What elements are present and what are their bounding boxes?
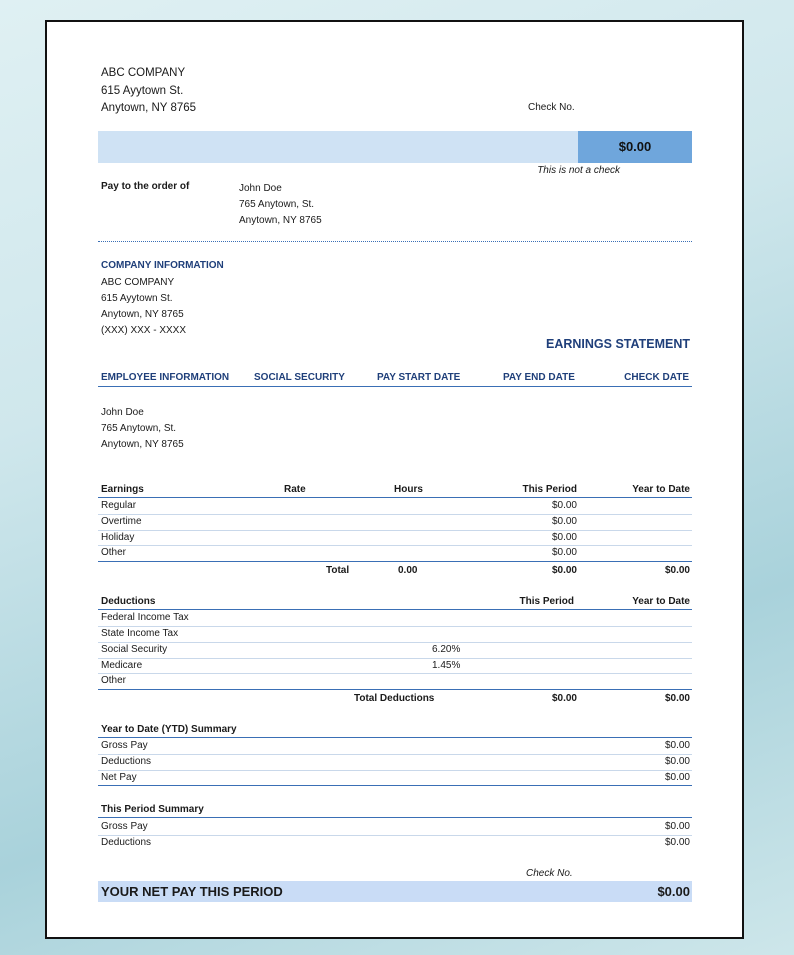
deductions-col-this-period: This Period (519, 596, 574, 607)
header-pay-end-date: PAY END DATE (503, 372, 575, 383)
payee-city: Anytown, NY 8765 (239, 215, 322, 226)
row-rate: 6.20% (432, 644, 461, 655)
earnings-header-line (98, 497, 692, 498)
employee-street: 765 Anytown, St. (101, 423, 177, 434)
table-row (98, 820, 692, 835)
table-row (98, 771, 692, 786)
check-bar (98, 131, 578, 163)
table-row (98, 627, 692, 642)
not-a-check-note: This is not a check (537, 165, 620, 176)
earnings-statement-title: EARNINGS STATEMENT (546, 337, 690, 351)
row-label: Social Security (101, 644, 168, 655)
company-street: 615 Ayytown St. (101, 84, 184, 97)
company-info-city: Anytown, NY 8765 (101, 309, 184, 320)
row-label: Gross Pay (101, 821, 148, 832)
row-label: Deductions (101, 837, 152, 848)
row-label: Overtime (101, 516, 142, 527)
total-hours: 0.00 (398, 565, 418, 576)
table-row (98, 755, 692, 770)
company-info-block (101, 275, 186, 339)
table-row (98, 515, 692, 530)
employee-city: Anytown, NY 8765 (101, 439, 184, 450)
check-no-label: Check No. (528, 102, 575, 113)
deductions-col-ytd: Year to Date (632, 596, 690, 607)
total-label: Total (326, 565, 350, 576)
company-info-street: 615 Ayytown St. (101, 293, 173, 304)
company-info-title: COMPANY INFORMATION (101, 260, 224, 271)
deductions-col-label: Deductions (101, 596, 156, 607)
row-value: $0.00 (664, 740, 690, 751)
total-deductions-ytd: $0.00 (664, 693, 690, 704)
earnings-col-rate: Rate (284, 484, 306, 495)
header-employee-info: EMPLOYEE INFORMATION (101, 372, 230, 383)
earnings-col-ytd: Year to Date (632, 484, 690, 495)
row-label: Deductions (101, 756, 152, 767)
footer-check-no-label: Check No. (526, 868, 573, 879)
table-row (98, 546, 692, 561)
company-city: Anytown, NY 8765 (101, 102, 197, 114)
period-header-line (98, 817, 692, 818)
header-check-date: CHECK DATE (624, 372, 689, 383)
row-label: Net Pay (101, 772, 137, 783)
row-value: $0.00 (664, 772, 690, 783)
table-row (98, 659, 692, 674)
deductions-header-line (98, 609, 692, 610)
table-row (98, 499, 692, 514)
ytd-summary-title: Year to Date (YTD) Summary (101, 724, 237, 735)
total-deductions-label: Total Deductions (354, 693, 435, 704)
table-row (98, 739, 692, 754)
earnings-col-this-period: This Period (522, 484, 577, 495)
earnings-total-row (98, 564, 692, 579)
header-social-security: SOCIAL SECURITY (254, 372, 345, 383)
row-label: Federal Income Tax (101, 612, 189, 623)
row-label: Medicare (101, 660, 143, 671)
row-value: $0.00 (664, 837, 690, 848)
row-this-period: $0.00 (551, 547, 577, 558)
earnings-total-line (98, 561, 692, 562)
row-label: State Income Tax (101, 628, 179, 639)
row-label: Gross Pay (101, 740, 148, 751)
table-row (98, 643, 692, 658)
row-this-period: $0.00 (551, 516, 577, 527)
period-summary-title: This Period Summary (101, 804, 204, 815)
ytd-bottom-line (98, 785, 692, 786)
row-this-period: $0.00 (551, 532, 577, 543)
net-pay-bar (98, 881, 692, 902)
total-deductions-period: $0.00 (551, 693, 577, 704)
company-address (101, 65, 196, 118)
table-row (98, 674, 692, 689)
company-info-phone: (XXX) XXX - XXXX (101, 325, 187, 336)
paystub-page (45, 20, 744, 939)
employee-name: John Doe (101, 407, 144, 418)
payee-street: 765 Anytown, St. (239, 199, 315, 210)
total-ytd: $0.00 (664, 565, 690, 576)
header-pay-start-date: PAY START DATE (377, 372, 461, 383)
employee-address (101, 405, 184, 453)
net-pay-label: YOUR NET PAY THIS PERIOD (101, 884, 283, 899)
earnings-col-hours: Hours (394, 484, 423, 495)
row-label: Holiday (101, 532, 135, 543)
ytd-summary-title-row (98, 723, 692, 738)
deductions-header-row (98, 595, 692, 610)
table-row (98, 836, 692, 851)
row-this-period: $0.00 (551, 500, 577, 511)
payee-name: John Doe (239, 183, 282, 194)
check-amount: $0.00 (578, 131, 692, 163)
table-row (98, 531, 692, 546)
row-label: Regular (101, 500, 137, 511)
total-this-period: $0.00 (551, 565, 577, 576)
company-name: ABC COMPANY (101, 67, 186, 79)
payee-address (239, 181, 322, 229)
earnings-col-label: Earnings (101, 484, 144, 495)
deductions-total-line (98, 689, 692, 690)
table-row (98, 611, 692, 626)
earnings-header-row (98, 483, 692, 498)
company-info-name: ABC COMPANY (101, 277, 175, 288)
row-rate: 1.45% (432, 660, 461, 671)
deductions-total-row (98, 692, 692, 707)
pay-to-label: Pay to the order of (101, 181, 190, 192)
info-header-line (98, 386, 692, 387)
dotted-divider (98, 241, 692, 242)
row-label: Other (101, 675, 127, 686)
row-value: $0.00 (664, 821, 690, 832)
row-value: $0.00 (664, 756, 690, 767)
row-label: Other (101, 547, 127, 558)
period-summary-title-row (98, 803, 692, 818)
net-pay-value: $0.00 (657, 884, 690, 899)
ytd-header-line (98, 737, 692, 738)
